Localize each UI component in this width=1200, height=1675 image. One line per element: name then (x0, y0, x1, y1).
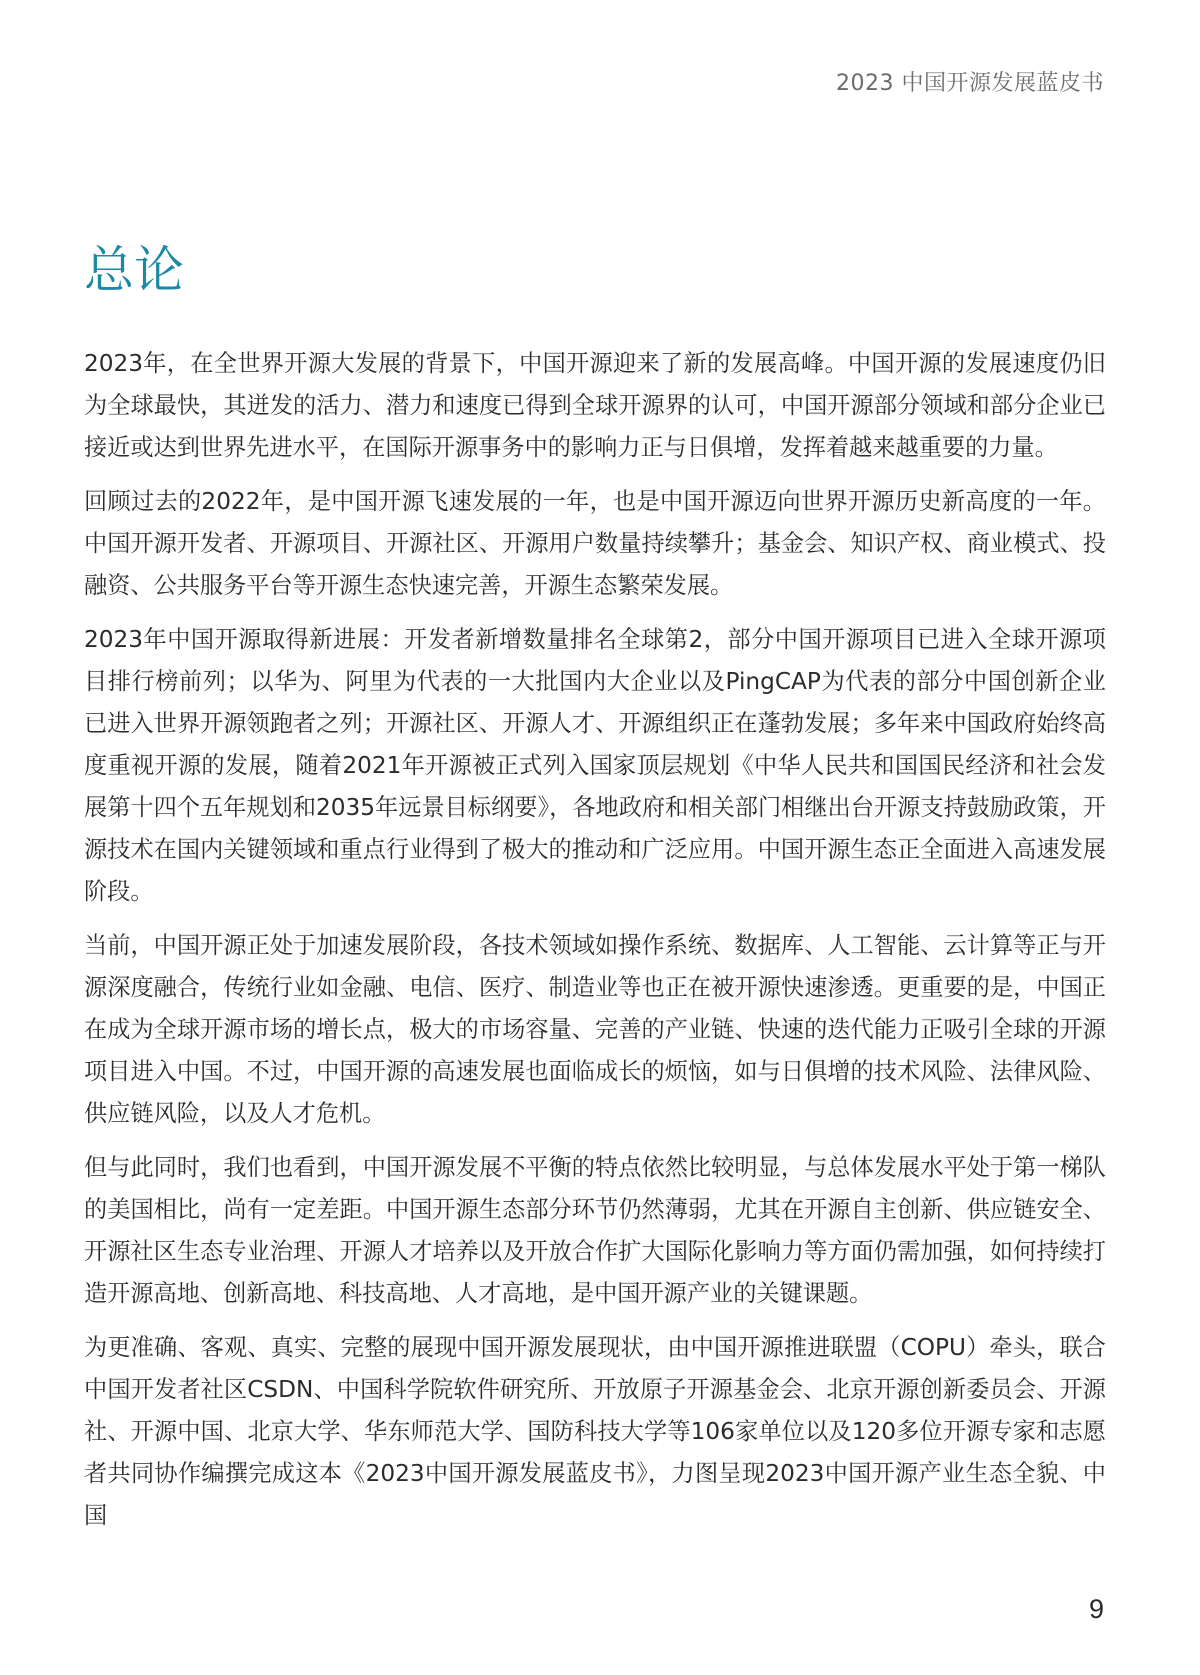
paragraph-6: 为更准确、客观、真实、完整的展现中国开源发展现状，由中国开源推进联盟（COPU）牵头，联合中国开发者社区CSDN、中国科学院软件研究所、开放原子开源基金会、北京开源创新委员会、开源社、开源中国、北京大学、华东师范大学、国防科技大学等106家单位以及120多位开源专家和志愿者共同协作编撰完成这本《2023中国开源发展蓝皮书》，力图呈现2023中国开源产业生态全貌、中国 (84, 1334, 1106, 1529)
paragraph-4: 当前，中国开源正处于加速发展阶段，各技术领域如操作系统、数据库、人工智能、云计算等正与开源深度融合，传统行业如金融、电信、医疗、制造业等也正在被开源快速渗透。更重要的是，中国正在成为全球开源市场的增长点，极大的市场容量、完善的产业链、快速的迭代能力正吸引全球的开源项目进入中国。不过，中国开源的高速发展也面临成长的烦恼，如与日俱增的技术风险、法律风险、供应链风险，以及人才危机。 (84, 932, 1106, 1127)
paragraph-3: 2023年中国开源取得新进展：开发者新增数量排名全球第2，部分中国开源项目已进入全球开源项目排行榜前列；以华为、阿里为代表的一大批国内大企业以及PingCAP为代表的部分中国创新企业已进入世界开源领跑者之列；开源社区、开源人才、开源组织正在蓬勃发展；多年来中国政府始终高度重视开源的发展，随着2021年开源被正式列入国家顶层规划《中华人民共和国国民经济和社会发展第十四个五年规划和2035年远景目标纲要》，各地政府和相关部门相继出台开源支持鼓励政策，开源技术在国内关键领域和重点行业得到了极大的推动和广泛应用。中国开源生态正全面进入高速发展阶段。 (84, 626, 1106, 905)
paragraph-1: 2023年，在全世界开源大发展的背景下，中国开源迎来了新的发展高峰。中国开源的发展速度仍旧为全球最快，其迸发的活力、潜力和速度已得到全球开源界的认可，中国开源部分领域和部分企业已接近或达到世界先进水平，在国际开源事务中的影响力正与日俱增，发挥着越来越重要的力量。 (84, 350, 1106, 461)
paragraph-5: 但与此同时，我们也看到，中国开源发展不平衡的特点依然比较明显，与总体发展水平处于第一梯队的美国相比，尚有一定差距。中国开源生态部分环节仍然薄弱，尤其在开源自主创新、供应链安全、开源社区生态专业治理、开源人才培养以及开放合作扩大国际化影响力等方面仍需加强，如何持续打造开源高地、创新高地、科技高地、人才高地，是中国开源产业的关键课题。 (84, 1154, 1106, 1307)
section-heading: 总论 (84, 241, 184, 299)
body-text (84, 343, 1106, 1549)
page-number: 9 (1088, 1594, 1104, 1624)
paragraph-2: 回顾过去的2022年，是中国开源飞速发展的一年，也是中国开源迈向世界开源历史新高度的一年。中国开源开发者、开源项目、开源社区、开源用户数量持续攀升；基金会、知识产权、商业模式、投融资、公共服务平台等开源生态快速完善，开源生态繁荣发展。 (84, 488, 1106, 599)
document-header-title: 2023 中国开源发展蓝皮书 (836, 71, 1104, 96)
